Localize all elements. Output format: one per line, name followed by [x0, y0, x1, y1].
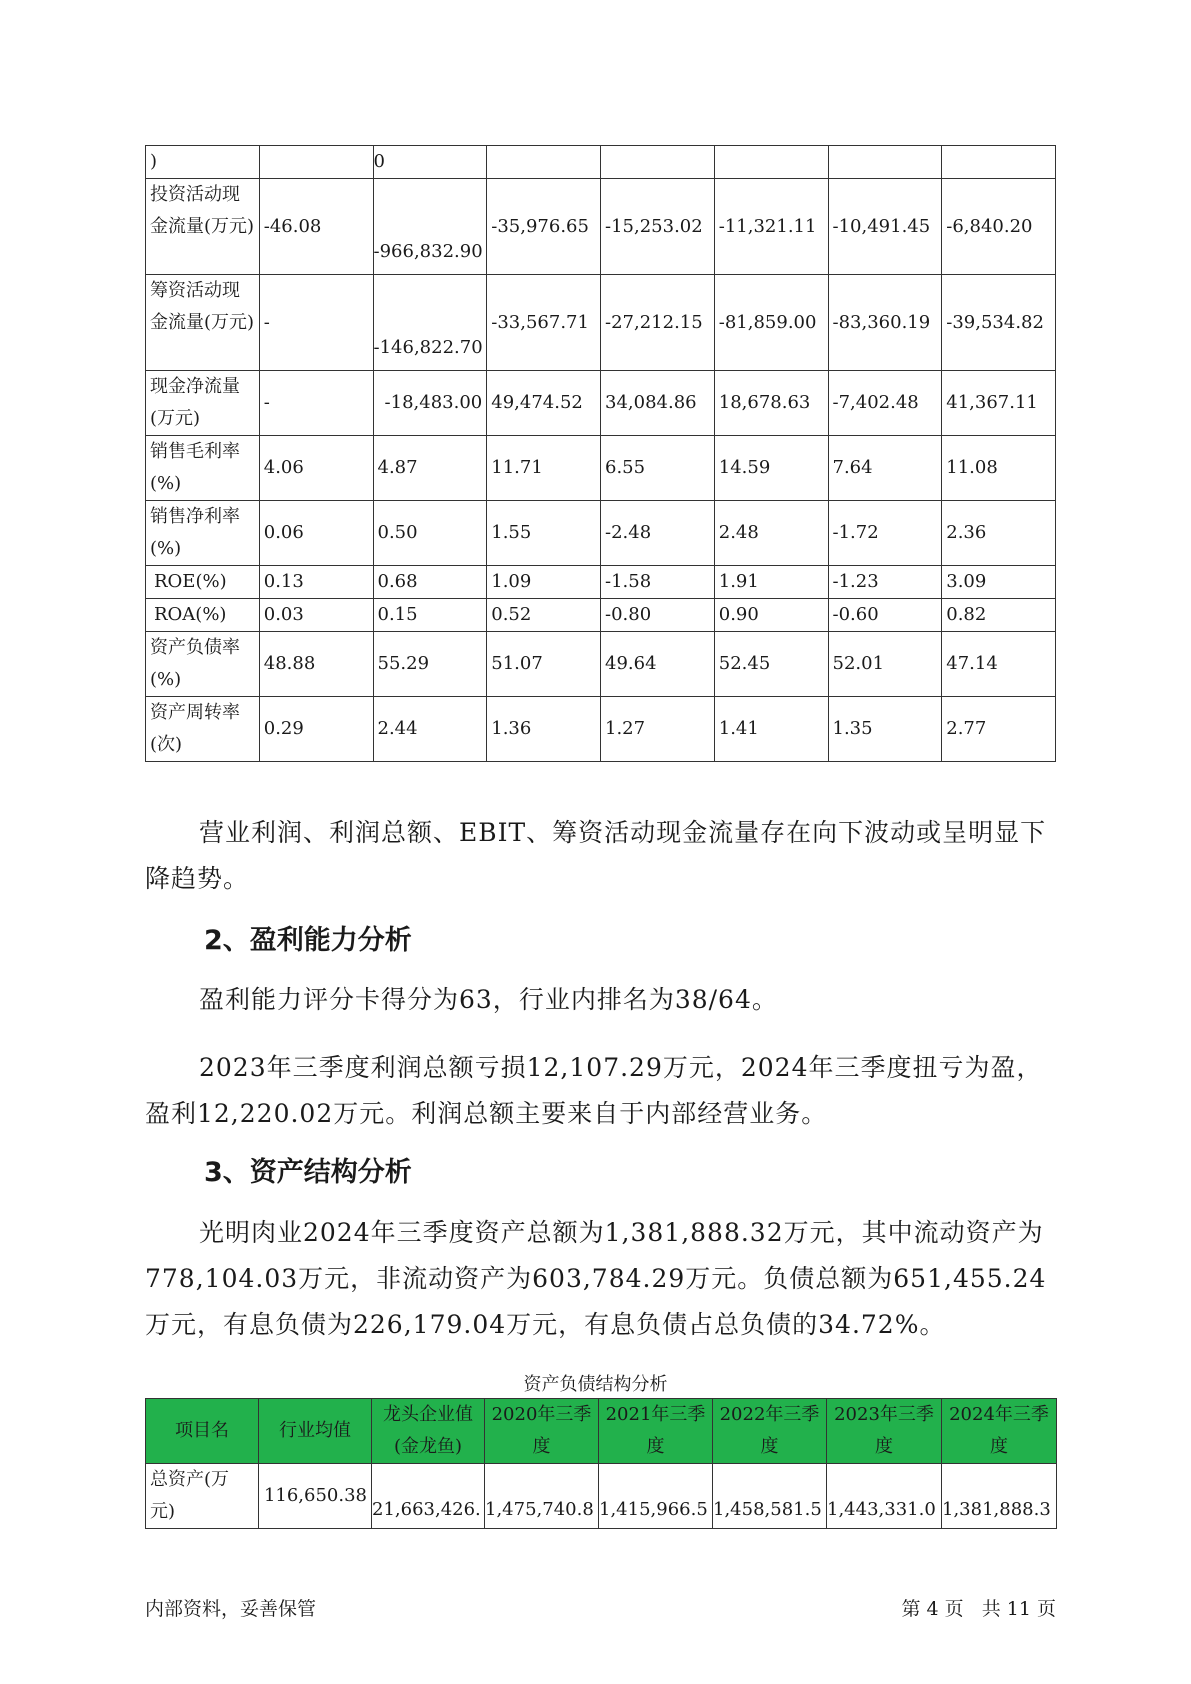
row-label: 现金净流量(万元) [146, 371, 260, 436]
cell: 1.09 [487, 566, 601, 599]
cell: 0.15 [373, 599, 487, 632]
cell: 11.08 [942, 436, 1056, 501]
cell [828, 146, 942, 179]
cell: 1,381,888.3 [942, 1464, 1057, 1529]
cell: 1.55 [487, 501, 601, 566]
column-header: 2021年三季度 [599, 1399, 713, 1464]
row-label: 总资产(万元) [146, 1464, 259, 1529]
table-row [146, 179, 1056, 275]
cell: 0.82 [942, 599, 1056, 632]
cell [601, 146, 715, 179]
cell: 47.14 [942, 632, 1056, 697]
cell [487, 146, 601, 179]
table-row [146, 371, 1056, 436]
cell: -33,567.71 [487, 275, 601, 371]
cell: -1.72 [828, 501, 942, 566]
cell: - [259, 275, 373, 371]
cell [942, 146, 1056, 179]
cell: 2.44 [373, 697, 487, 762]
row-label: 资产周转率(次) [146, 697, 260, 762]
column-header: 2020年三季度 [485, 1399, 599, 1464]
row-label: 销售毛利率(%) [146, 436, 260, 501]
cell: - [259, 371, 373, 436]
cell: 1,443,331.0 [827, 1464, 942, 1529]
cell: 0.50 [373, 501, 487, 566]
cell: 1.36 [487, 697, 601, 762]
cell: 1.35 [828, 697, 942, 762]
row-label: ROA(%) [146, 599, 260, 632]
cell: -1.23 [828, 566, 942, 599]
cell [714, 146, 828, 179]
paragraph-asset-summary: 光明肉业2024年三季度资产总额为1,381,888.32万元，其中流动资产为778,104.03万元，非流动资产为603,784.29万元。负债总额为651,455.24万元，有息负债为226,179.04万元，有息负债占总负债的34.72%。 [145, 1218, 1047, 1339]
cell: 1,458,581.5 [713, 1464, 827, 1529]
cell: 14.59 [714, 436, 828, 501]
cell: 0.03 [259, 599, 373, 632]
cell: -46.08 [259, 179, 373, 275]
footer-page-number: 第 4 页 共 11 页 [901, 1598, 1056, 1620]
cell: 0.13 [259, 566, 373, 599]
table-row [146, 566, 1056, 599]
row-label: 投资活动现金流量(万元) [146, 179, 260, 275]
cell: 1.91 [714, 566, 828, 599]
cell: 2.36 [942, 501, 1056, 566]
cell: 4.06 [259, 436, 373, 501]
cell: -0.80 [601, 599, 715, 632]
cell: 21,663,426. [372, 1464, 485, 1529]
cell: 0 [373, 146, 487, 179]
cell: 2.77 [942, 697, 1056, 762]
cell: -18,483.00 [373, 371, 487, 436]
cell: -966,832.90 [373, 179, 487, 275]
row-label: 资产负债率(%) [146, 632, 260, 697]
cell: 1.41 [714, 697, 828, 762]
table-row [146, 697, 1056, 762]
table-row [146, 632, 1056, 697]
cell: 11.71 [487, 436, 601, 501]
cell: -11,321.11 [714, 179, 828, 275]
paragraph-trend-summary: 营业利润、利润总额、EBIT、筹资活动现金流量存在向下波动或呈明显下降趋势。 [145, 818, 1047, 893]
paragraph-profit-total: 2023年三季度利润总额亏损12,107.29万元，2024年三季度扭亏为盈，盈利12,220.02万元。利润总额主要来自于内部经营业务。 [145, 1053, 1043, 1128]
cell: 0.06 [259, 501, 373, 566]
table-row [146, 146, 1056, 179]
cell: 52.45 [714, 632, 828, 697]
table-header-row [146, 1399, 1057, 1464]
column-header: 2023年三季度 [827, 1399, 942, 1464]
table-row [146, 1464, 1057, 1529]
cell: 18,678.63 [714, 371, 828, 436]
cell: 49,474.52 [487, 371, 601, 436]
cell: 0.68 [373, 566, 487, 599]
cell: -1.58 [601, 566, 715, 599]
column-header: 项目名 [146, 1399, 259, 1464]
cell: -6,840.20 [942, 179, 1056, 275]
column-header: 龙头企业值(金龙鱼) [372, 1399, 485, 1464]
cell: 3.09 [942, 566, 1056, 599]
cell: 0.90 [714, 599, 828, 632]
cell: 1,475,740.8 [485, 1464, 599, 1529]
cell: 0.52 [487, 599, 601, 632]
footer-confidential: 内部资料，妥善保管 [145, 1598, 317, 1620]
cell: -35,976.65 [487, 179, 601, 275]
cell: -2.48 [601, 501, 715, 566]
column-header: 2022年三季度 [713, 1399, 827, 1464]
cell: -39,534.82 [942, 275, 1056, 371]
cell: 2.48 [714, 501, 828, 566]
cell: 116,650.38 [259, 1464, 372, 1529]
cell: -81,859.00 [714, 275, 828, 371]
row-label: 销售净利率(%) [146, 501, 260, 566]
row-label: ROE(%) [146, 566, 260, 599]
table-row [146, 275, 1056, 371]
cell [259, 146, 373, 179]
cell: -146,822.70 [373, 275, 487, 371]
row-label: 筹资活动现金流量(万元) [146, 275, 260, 371]
row-label: ) [146, 146, 260, 179]
paragraph-profit-score: 盈利能力评分卡得分为63，行业内排名为38/64。 [199, 985, 778, 1014]
cell: 1.27 [601, 697, 715, 762]
table-row [146, 501, 1056, 566]
table-row [146, 599, 1056, 632]
column-header: 行业均值 [259, 1399, 372, 1464]
section-heading-profitability: 2、盈利能力分析 [204, 925, 412, 956]
cell: -7,402.48 [828, 371, 942, 436]
cell: -83,360.19 [828, 275, 942, 371]
cell: 7.64 [828, 436, 942, 501]
cell: 51.07 [487, 632, 601, 697]
cell: -15,253.02 [601, 179, 715, 275]
cell: 41,367.11 [942, 371, 1056, 436]
financial-indicators-table [145, 145, 1056, 762]
column-header: 2024年三季度 [942, 1399, 1057, 1464]
cell: 34,084.86 [601, 371, 715, 436]
balance-structure-table [145, 1398, 1057, 1529]
table-row [146, 436, 1056, 501]
cell: 48.88 [259, 632, 373, 697]
cell: 0.29 [259, 697, 373, 762]
cell: 6.55 [601, 436, 715, 501]
cell: 55.29 [373, 632, 487, 697]
cell: -10,491.45 [828, 179, 942, 275]
section-heading-asset-structure: 3、资产结构分析 [204, 1157, 412, 1188]
cell: 4.87 [373, 436, 487, 501]
cell: -27,212.15 [601, 275, 715, 371]
table-caption: 资产负债结构分析 [523, 1374, 668, 1395]
cell: -0.60 [828, 599, 942, 632]
cell: 52.01 [828, 632, 942, 697]
cell: 1,415,966.5 [599, 1464, 713, 1529]
cell: 49.64 [601, 632, 715, 697]
